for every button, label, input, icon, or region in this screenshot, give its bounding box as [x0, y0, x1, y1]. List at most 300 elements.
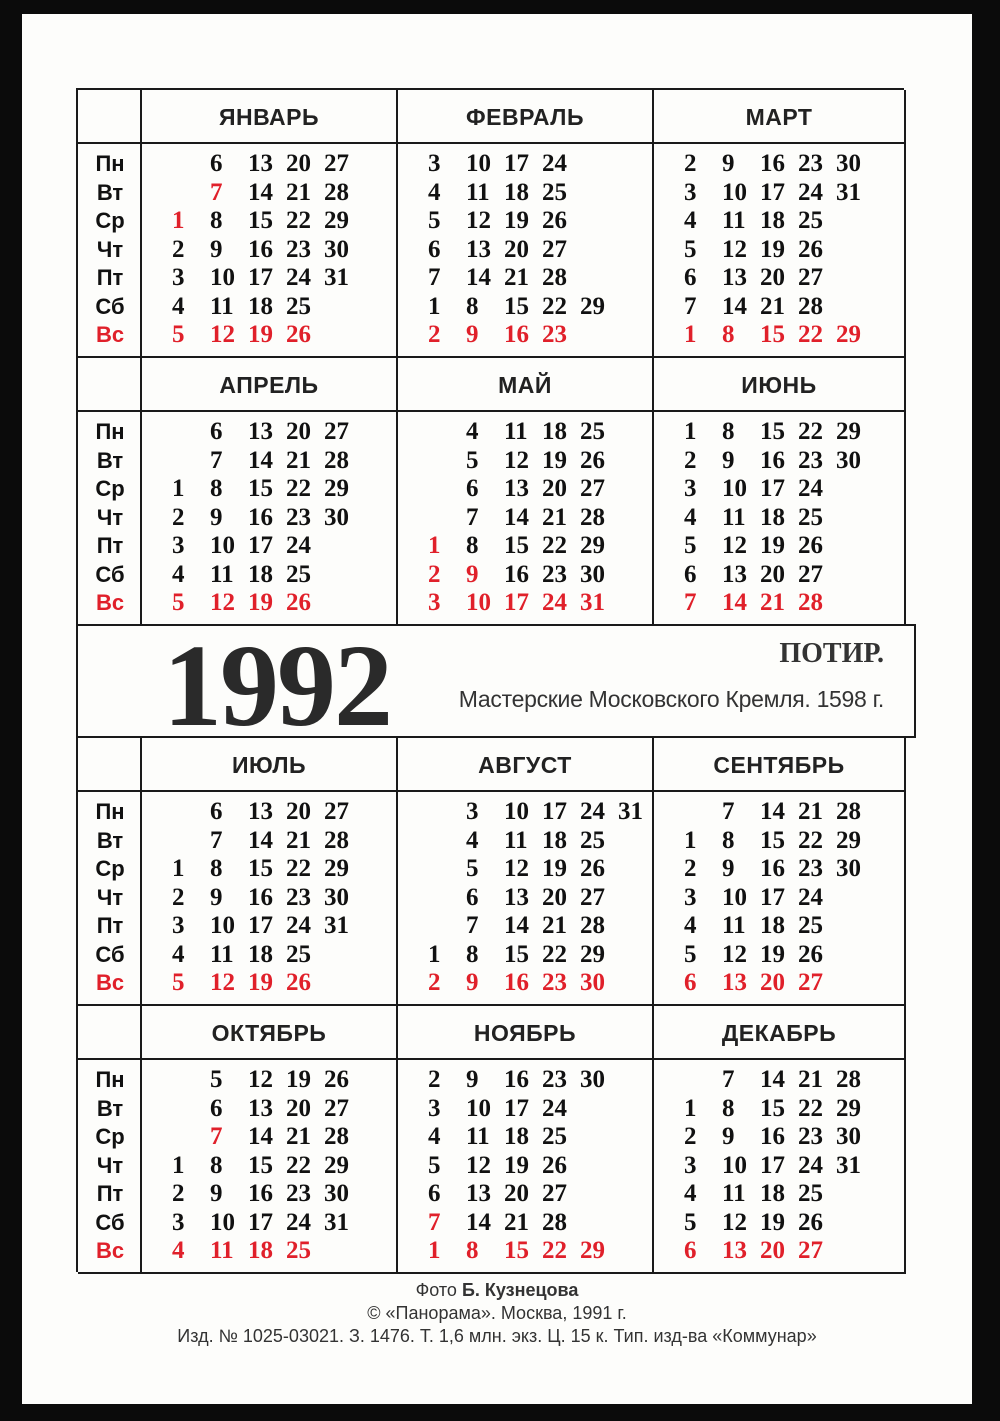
day-number: 21: [760, 292, 785, 320]
day-number: 14: [248, 826, 273, 854]
week-row: [684, 589, 874, 618]
day-number: 13: [722, 264, 747, 291]
day-number: 4: [466, 418, 479, 445]
day-number: 19: [760, 235, 785, 263]
day-number: 14: [722, 589, 747, 616]
day-number: 1: [684, 321, 697, 348]
week-row: [172, 1066, 362, 1095]
week-row: [684, 969, 874, 998]
weekday-label: Пт: [96, 1181, 124, 1206]
day-number: 24: [286, 912, 311, 939]
day-number: 9: [722, 1123, 735, 1150]
day-number: 5: [172, 321, 185, 348]
day-number: 17: [504, 1094, 529, 1122]
day-number: 24: [798, 178, 823, 206]
week-row: [172, 150, 362, 179]
week-row: [684, 236, 874, 265]
weekday-label: Вс: [95, 970, 125, 995]
week-row: [428, 798, 656, 827]
day-number: 1: [428, 292, 441, 320]
week-row: [684, 475, 874, 504]
week-row: [428, 855, 656, 884]
day-number: 14: [248, 178, 273, 206]
week-row: [428, 884, 656, 913]
day-number: 13: [248, 1094, 273, 1122]
day-number: 17: [760, 178, 785, 206]
day-number: 21: [798, 1066, 823, 1093]
day-number: 15: [248, 1151, 273, 1179]
day-number: 7: [428, 1208, 441, 1236]
day-number: 5: [172, 969, 185, 996]
day-number: 3: [684, 883, 697, 911]
week-row: [428, 969, 656, 998]
footer: [22, 1280, 972, 1347]
day-number: 21: [504, 1208, 529, 1236]
day-number: 10: [210, 912, 235, 939]
month-header: [654, 1006, 906, 1060]
day-number: 25: [286, 560, 311, 588]
week-row: [172, 293, 362, 322]
month-name: ОКТЯБРЬ: [211, 1019, 327, 1046]
day-number: 29: [580, 292, 605, 320]
day-number: 19: [542, 855, 567, 882]
week-row: [428, 1209, 618, 1238]
day-number: 27: [798, 560, 823, 588]
day-number: 18: [760, 1180, 785, 1207]
day-number: 22: [542, 532, 567, 559]
day-number: 7: [210, 1123, 223, 1150]
week-row: [684, 884, 874, 913]
month-name: ИЮНЬ: [741, 371, 817, 398]
day-number: 26: [798, 235, 823, 263]
month-days: [142, 1060, 398, 1274]
day-number: 28: [580, 503, 605, 531]
week-row: [172, 1237, 362, 1266]
week-row: [684, 207, 874, 236]
day-number: 13: [248, 418, 273, 445]
day-number: 4: [428, 1123, 441, 1150]
day-number: 23: [286, 235, 311, 263]
day-number: 8: [210, 1151, 223, 1179]
day-number: 6: [428, 235, 441, 263]
caption-subtitle: Мастерские Московского Кремля. 1598 г.: [458, 686, 884, 712]
day-number: 12: [722, 235, 747, 263]
day-number: 12: [504, 446, 529, 474]
day-number: 1: [684, 418, 697, 445]
day-number: 12: [210, 321, 235, 348]
corner-cell: [78, 1006, 142, 1060]
year-band: [76, 620, 916, 751]
day-number: 4: [684, 912, 697, 939]
calendar-card: [22, 14, 972, 1404]
day-number: 29: [580, 940, 605, 968]
imprint-line: Изд. № 1025-03021. З. 1476. Т. 1,6 млн. экз. Ц. 15 к. Тип. изд-ва «Коммунар»: [177, 1326, 817, 1346]
day-number: 29: [324, 475, 349, 502]
week-row: [172, 1209, 362, 1238]
week-row: [172, 827, 362, 856]
month-name: ФЕВРАЛЬ: [466, 103, 584, 130]
weekday-column: [78, 1060, 142, 1274]
week-row: [684, 1152, 874, 1181]
day-number: 9: [722, 446, 735, 474]
day-number: 23: [542, 321, 567, 348]
day-number: 17: [248, 532, 273, 559]
day-number: 10: [466, 589, 491, 616]
day-number: 23: [798, 1123, 823, 1150]
day-number: 16: [504, 321, 529, 348]
day-number: 15: [504, 532, 529, 559]
day-number: 5: [684, 1208, 697, 1236]
day-number: 25: [580, 826, 605, 854]
day-number: 30: [324, 883, 349, 911]
day-number: 7: [210, 446, 223, 474]
month-days: [398, 792, 654, 1006]
week-row: [684, 912, 874, 941]
day-number: 3: [428, 150, 441, 177]
day-number: 3: [172, 532, 185, 559]
week-row: [428, 179, 618, 208]
week-row: [684, 941, 874, 970]
day-number: 20: [760, 1237, 785, 1264]
day-number: 20: [504, 235, 529, 263]
day-number: 15: [248, 207, 273, 234]
month-block-row: [76, 736, 904, 1004]
week-row: [172, 941, 362, 970]
day-number: 1: [684, 826, 697, 854]
day-number: 4: [172, 560, 185, 588]
week-row: [172, 1095, 362, 1124]
day-number: 23: [798, 150, 823, 177]
week-row: [684, 447, 874, 476]
week-row: [172, 1152, 362, 1181]
week-row: [684, 1180, 874, 1209]
day-number: 24: [798, 883, 823, 911]
day-number: 14: [466, 1208, 491, 1236]
day-number: 11: [210, 1237, 234, 1264]
day-number: 28: [798, 589, 823, 616]
day-number: 19: [504, 207, 529, 234]
weekday-label: Сб: [95, 941, 125, 967]
day-number: 12: [722, 532, 747, 559]
day-number: 30: [836, 150, 861, 177]
week-row: [172, 1180, 362, 1209]
day-number: 14: [248, 446, 273, 474]
day-number: 19: [760, 532, 785, 559]
week-row: [684, 293, 874, 322]
month-name: АВГУСТ: [478, 751, 572, 778]
week-row: [428, 1066, 618, 1095]
day-number: 17: [248, 1208, 273, 1236]
day-number: 19: [542, 446, 567, 474]
day-number: 26: [798, 1208, 823, 1236]
day-number: 6: [466, 883, 479, 911]
day-number: 11: [466, 1123, 490, 1150]
day-number: 10: [210, 532, 235, 559]
day-number: 4: [684, 207, 697, 234]
day-number: 9: [722, 855, 735, 882]
day-number: 20: [504, 1180, 529, 1207]
day-number: 11: [504, 826, 528, 854]
day-number: 12: [210, 969, 235, 996]
day-number: 24: [286, 532, 311, 559]
day-number: 2: [428, 321, 441, 348]
week-row: [684, 855, 874, 884]
day-number: 28: [542, 1208, 567, 1236]
day-number: 8: [722, 418, 735, 445]
day-number: 5: [684, 532, 697, 559]
weekday-label: Чт: [96, 236, 124, 262]
day-number: 16: [760, 1123, 785, 1150]
day-number: 28: [324, 826, 349, 854]
weekday-label: Ср: [95, 476, 125, 501]
day-number: 19: [760, 1208, 785, 1236]
day-number: 21: [286, 178, 311, 206]
day-number: 25: [580, 418, 605, 445]
day-number: 25: [286, 292, 311, 320]
day-number: 15: [504, 292, 529, 320]
day-number: 8: [466, 532, 479, 559]
day-number: 22: [798, 321, 823, 348]
weekday-label: Пт: [96, 533, 124, 558]
day-number: 31: [324, 912, 349, 939]
day-number: 22: [286, 475, 311, 502]
day-number: 12: [466, 207, 491, 234]
day-number: 18: [760, 207, 785, 234]
day-number: 22: [542, 292, 567, 320]
day-number: 4: [466, 826, 479, 854]
day-number: 26: [286, 321, 311, 348]
day-number: 24: [542, 1094, 567, 1122]
day-number: 29: [324, 207, 349, 234]
day-number: 4: [172, 940, 185, 968]
day-number: 7: [210, 178, 223, 206]
day-number: 5: [428, 207, 441, 234]
day-number: 11: [504, 418, 528, 445]
day-number: 25: [798, 503, 823, 531]
day-number: 13: [248, 150, 273, 177]
day-number: 20: [760, 264, 785, 291]
day-number: 16: [248, 883, 273, 911]
day-number: 26: [286, 969, 311, 996]
day-number: 26: [542, 207, 567, 234]
day-number: 21: [798, 798, 823, 825]
weekday-label: Пт: [96, 265, 124, 290]
day-number: 27: [798, 969, 823, 996]
day-number: 25: [798, 1180, 823, 1207]
day-number: 2: [172, 503, 185, 531]
day-number: 7: [466, 912, 479, 939]
week-row: [172, 447, 362, 476]
day-number: 21: [760, 589, 785, 616]
day-number: 24: [542, 589, 567, 616]
day-number: 24: [542, 150, 567, 177]
day-number: 23: [542, 969, 567, 996]
day-number: 11: [722, 912, 746, 939]
day-number: 13: [248, 798, 273, 825]
week-row: [172, 321, 362, 350]
day-number: 15: [760, 826, 785, 854]
day-number: 12: [248, 1066, 273, 1093]
day-number: 3: [684, 1151, 697, 1179]
day-number: 27: [542, 235, 567, 263]
day-number: 9: [466, 969, 479, 996]
weekday-label: Вт: [96, 827, 124, 853]
month-name: НОЯБРЬ: [473, 1019, 577, 1046]
day-number: 30: [836, 855, 861, 882]
day-number: 4: [684, 503, 697, 531]
day-number: 13: [722, 560, 747, 588]
week-row: [428, 532, 618, 561]
day-number: 31: [324, 1208, 349, 1236]
week-row: [428, 150, 618, 179]
week-row: [428, 418, 618, 447]
weekday-label: Вс: [95, 590, 125, 615]
day-number: 26: [798, 532, 823, 559]
day-number: 6: [684, 264, 697, 291]
day-number: 15: [248, 475, 273, 502]
year-title: 1992: [163, 620, 391, 751]
day-number: 9: [210, 1180, 223, 1207]
day-number: 10: [210, 264, 235, 291]
day-number: 24: [286, 264, 311, 291]
day-number: 1: [172, 855, 185, 882]
week-row: [172, 912, 362, 941]
day-number: 30: [580, 560, 605, 588]
day-number: 15: [760, 321, 785, 348]
day-number: 12: [722, 940, 747, 968]
day-number: 17: [248, 264, 273, 291]
day-number: 27: [324, 1094, 349, 1122]
week-row: [684, 827, 874, 856]
day-number: 6: [684, 560, 697, 588]
month-name: МАЙ: [498, 371, 552, 398]
corner-cell: [78, 358, 142, 412]
photo-credit-prefix: Фото: [415, 1280, 462, 1300]
day-number: 13: [466, 235, 491, 263]
day-number: 28: [798, 292, 823, 320]
week-row: [428, 264, 618, 293]
day-number: 27: [580, 475, 605, 502]
week-row: [428, 912, 656, 941]
day-number: 17: [248, 912, 273, 939]
day-number: 16: [760, 446, 785, 474]
day-number: 7: [466, 503, 479, 531]
weekday-column: [78, 144, 142, 358]
day-number: 18: [504, 178, 529, 206]
day-number: 18: [248, 940, 273, 968]
day-number: 18: [248, 292, 273, 320]
month-days: [398, 412, 654, 626]
day-number: 22: [798, 418, 823, 445]
day-number: 21: [286, 826, 311, 854]
day-number: 3: [428, 589, 441, 616]
day-number: 5: [172, 589, 185, 616]
month-days: [398, 144, 654, 358]
month-header: [398, 90, 654, 144]
day-number: 6: [210, 418, 223, 445]
day-number: 2: [684, 1123, 697, 1150]
day-number: 28: [324, 178, 349, 206]
day-number: 3: [684, 475, 697, 502]
day-number: 16: [760, 855, 785, 882]
day-number: 20: [760, 969, 785, 996]
week-row: [172, 236, 362, 265]
day-number: 23: [798, 855, 823, 882]
day-number: 18: [760, 503, 785, 531]
month-name: СЕНТЯБРЬ: [713, 751, 845, 778]
day-number: 22: [542, 940, 567, 968]
day-number: 14: [760, 1066, 785, 1093]
day-number: 8: [210, 475, 223, 502]
month-name: ДЕКАБРЬ: [721, 1019, 837, 1046]
day-number: 19: [248, 969, 273, 996]
day-number: 5: [428, 1151, 441, 1179]
weekday-label: Сб: [95, 1209, 125, 1235]
day-number: 8: [722, 321, 735, 348]
weekday-label: Пн: [95, 1067, 125, 1092]
day-number: 23: [542, 1066, 567, 1093]
month-header: [654, 738, 906, 792]
day-number: 30: [324, 503, 349, 531]
day-number: 22: [286, 207, 311, 234]
month-days: [654, 144, 906, 358]
day-number: 3: [172, 912, 185, 939]
weekday-label: Ср: [95, 208, 125, 233]
day-number: 2: [172, 1180, 185, 1207]
day-number: 19: [760, 940, 785, 968]
day-number: 17: [504, 150, 529, 177]
week-row: [428, 504, 618, 533]
day-number: 9: [210, 883, 223, 911]
day-number: 18: [760, 912, 785, 939]
month-days: [654, 1060, 906, 1274]
week-row: [428, 321, 618, 350]
week-row: [172, 884, 362, 913]
day-number: 21: [542, 503, 567, 531]
day-number: 8: [466, 292, 479, 320]
day-number: 6: [210, 1094, 223, 1122]
day-number: 13: [722, 1237, 747, 1264]
weekday-column: [78, 792, 142, 1006]
day-number: 25: [798, 912, 823, 939]
month-days: [654, 792, 906, 1006]
month-days: [142, 144, 398, 358]
day-number: 8: [722, 826, 735, 854]
day-number: 28: [542, 264, 567, 291]
week-row: [684, 418, 874, 447]
weekday-label: Вт: [96, 1095, 124, 1121]
day-number: 31: [836, 1151, 861, 1179]
weekday-label: Сб: [95, 293, 125, 319]
day-number: 19: [504, 1151, 529, 1179]
day-number: 1: [172, 207, 185, 234]
day-number: 3: [172, 1208, 185, 1236]
day-number: 24: [580, 798, 605, 825]
month-header: [398, 358, 654, 412]
day-number: 29: [836, 321, 861, 348]
day-number: 27: [324, 798, 349, 825]
day-number: 28: [836, 1066, 861, 1093]
day-number: 22: [798, 1094, 823, 1122]
day-number: 31: [618, 798, 643, 825]
day-number: 8: [210, 207, 223, 234]
day-number: 17: [760, 475, 785, 502]
photo-credit-author: Б. Кузнецова: [461, 1280, 579, 1300]
week-row: [684, 1209, 874, 1238]
month-block-row: [76, 88, 904, 356]
day-number: 15: [504, 1237, 529, 1264]
day-number: 21: [286, 446, 311, 474]
